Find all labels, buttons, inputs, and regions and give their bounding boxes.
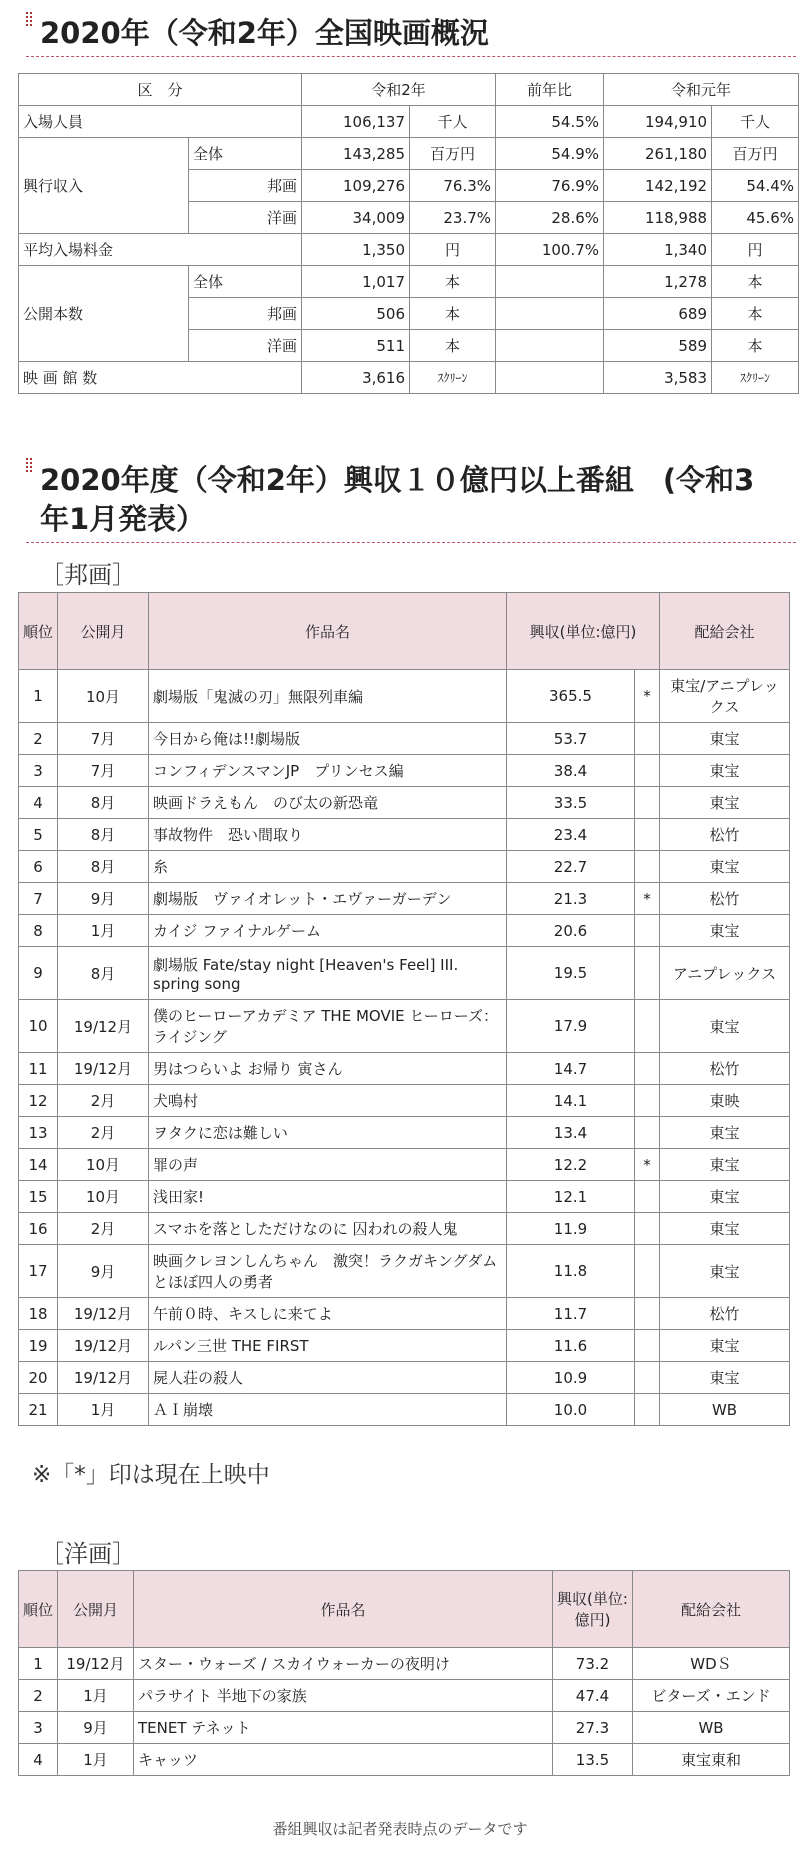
cell-month: 1月 — [58, 1680, 134, 1712]
cell-mark — [635, 1330, 660, 1362]
cell-month: 19/12月 — [58, 1298, 149, 1330]
dom-hdr-title: 作品名 — [149, 593, 507, 670]
cell-rank: 21 — [19, 1394, 58, 1426]
cell-title: スマホを落としただけなのに 囚われの殺人鬼 — [149, 1213, 507, 1245]
cell-month: 9月 — [58, 1712, 134, 1744]
cell-dist: 東宝 — [660, 787, 790, 819]
cell-title: ヲタクに恋は難しい — [149, 1117, 507, 1149]
cell-mark — [635, 947, 660, 1000]
table-row — [19, 915, 790, 947]
cell-month: 7月 — [58, 723, 149, 755]
cell-mark — [635, 1085, 660, 1117]
cell-mark — [635, 1362, 660, 1394]
cell-month: 10月 — [58, 1149, 149, 1181]
cell-dist: WDＳ — [633, 1648, 790, 1680]
cell-title: 午前０時、キスしに来てよ — [149, 1298, 507, 1330]
cell-rev: 11.7 — [507, 1298, 635, 1330]
cell-mark — [635, 851, 660, 883]
cell-mark — [635, 1053, 660, 1085]
row-theaters: 映 画 館 数 3,616 ｽｸﾘｰﾝ 3,583 ｽｸﾘｰﾝ — [19, 362, 799, 394]
cell-title: パラサイト 半地下の家族 — [134, 1680, 553, 1712]
cell-mark — [635, 1245, 660, 1298]
dom-hdr-month: 公開月 — [58, 593, 149, 670]
cell-dist: 東宝 — [660, 851, 790, 883]
table-row — [19, 819, 790, 851]
dom-hdr-rank: 順位 — [19, 593, 58, 670]
row-revenue-foreign: 洋画 34,009 23.7% 28.6% 118,988 45.6% — [19, 202, 799, 234]
table-row — [19, 883, 790, 915]
table-row — [19, 1085, 790, 1117]
cell-title: ＡＩ崩壊 — [149, 1394, 507, 1426]
domestic-label: ［邦画］ — [40, 561, 136, 589]
cell-month: 19/12月 — [58, 1000, 149, 1053]
cell-rev: 12.2 — [507, 1149, 635, 1181]
cell-rank: 2 — [19, 1680, 58, 1712]
cell-rank: 4 — [19, 1744, 58, 1776]
cell-dist: 東宝東和 — [633, 1744, 790, 1776]
cell-rev: 365.5 — [507, 670, 635, 723]
cell-dist: 東宝 — [660, 915, 790, 947]
cell-rev: 53.7 — [507, 723, 635, 755]
row-revenue-domestic: 邦画 109,276 76.3% 76.9% 142,192 54.4% — [19, 170, 799, 202]
table-row — [19, 1362, 790, 1394]
row-releases-total: 公開本数 全体 1,017 本 1,278 本 — [19, 266, 799, 298]
cell-rev: 23.4 — [507, 819, 635, 851]
table-row — [19, 1053, 790, 1085]
for-hdr-title: 作品名 — [134, 1571, 553, 1648]
cell-dist: 東宝 — [660, 755, 790, 787]
section2-divider — [26, 542, 796, 543]
cell-title: 事故物件 恐い間取り — [149, 819, 507, 851]
cell-rank: 20 — [19, 1362, 58, 1394]
cell-mark — [635, 1000, 660, 1053]
cell-mark — [635, 1298, 660, 1330]
row-revenue-total: 興行収入 全体 143,285 百万円 54.9% 261,180 百万円 — [19, 138, 799, 170]
cell-month: 19/12月 — [58, 1648, 134, 1680]
table-row — [19, 1181, 790, 1213]
cell-mark — [635, 1181, 660, 1213]
cell-title: 糸 — [149, 851, 507, 883]
cell-month: 8月 — [58, 947, 149, 1000]
domestic-table — [18, 592, 790, 1426]
cell-title: 劇場版 Fate/stay night [Heaven's Feel] III. spring song — [149, 947, 507, 1000]
cell-rev: 20.6 — [507, 915, 635, 947]
section1-title: 2020年（令和2年）全国映画概況 — [40, 16, 489, 50]
cell-month: 9月 — [58, 883, 149, 915]
table-row — [19, 947, 790, 1000]
footer-note: 番組興収は記者発表時点のデータです — [272, 1820, 528, 1838]
cell-mark: * — [635, 670, 660, 723]
cell-month: 19/12月 — [58, 1362, 149, 1394]
cell-month: 10月 — [58, 670, 149, 723]
cell-title: ルパン三世 THE FIRST — [149, 1330, 507, 1362]
row-releases-domestic: 邦画 506 本 689 本 — [19, 298, 799, 330]
cell-rank: 2 — [19, 723, 58, 755]
summary-table — [18, 73, 799, 394]
cell-title: 今日から俺は!!劇場版 — [149, 723, 507, 755]
cell-rev: 38.4 — [507, 755, 635, 787]
cell-dist: 東宝 — [660, 1000, 790, 1053]
table-row — [19, 1000, 790, 1053]
cell-title: 映画ドラえもん のび太の新恐竜 — [149, 787, 507, 819]
cell-title: 僕のヒーローアカデミア THE MOVIE ヒーローズ：ライジング — [149, 1000, 507, 1053]
cell-rev: 73.2 — [553, 1648, 633, 1680]
cell-month: 8月 — [58, 787, 149, 819]
cell-rev: 27.3 — [553, 1712, 633, 1744]
cell-month: 8月 — [58, 851, 149, 883]
cell-rev: 13.4 — [507, 1117, 635, 1149]
cell-dist: 東宝 — [660, 1330, 790, 1362]
cell-rank: 10 — [19, 1000, 58, 1053]
cell-rank: 19 — [19, 1330, 58, 1362]
cell-rank: 9 — [19, 947, 58, 1000]
cell-title: 罪の声 — [149, 1149, 507, 1181]
table-row — [19, 723, 790, 755]
cell-rank: 1 — [19, 670, 58, 723]
cell-rev: 10.9 — [507, 1362, 635, 1394]
for-hdr-month: 公開月 — [58, 1571, 134, 1648]
cell-month: 10月 — [58, 1181, 149, 1213]
cell-month: 19/12月 — [58, 1330, 149, 1362]
cell-dist: ビターズ・エンド — [633, 1680, 790, 1712]
dom-hdr-dist: 配給会社 — [660, 593, 790, 670]
dom-hdr-rev: 興収(単位:億円) — [507, 593, 660, 670]
cell-rank: 3 — [19, 755, 58, 787]
foreign-label: ［洋画］ — [40, 1540, 136, 1568]
cell-title: 男はつらいよ お帰り 寅さん — [149, 1053, 507, 1085]
cell-rank: 15 — [19, 1181, 58, 1213]
title-marker — [26, 12, 28, 26]
table-row — [19, 1213, 790, 1245]
cell-rank: 4 — [19, 787, 58, 819]
cell-month: 2月 — [58, 1085, 149, 1117]
foreign-table — [18, 1570, 790, 1776]
cell-mark — [635, 915, 660, 947]
cell-month: 1月 — [58, 915, 149, 947]
cell-rank: 3 — [19, 1712, 58, 1744]
cell-title: 犬鳴村 — [149, 1085, 507, 1117]
cell-rev: 10.0 — [507, 1394, 635, 1426]
cell-dist: 東宝/アニプレックス — [660, 670, 790, 723]
cell-rev: 33.5 — [507, 787, 635, 819]
table-row — [19, 1117, 790, 1149]
table-row — [19, 787, 790, 819]
cell-mark: * — [635, 883, 660, 915]
cell-rank: 6 — [19, 851, 58, 883]
cell-dist: 松竹 — [660, 883, 790, 915]
cell-mark: * — [635, 1149, 660, 1181]
cell-rev: 14.1 — [507, 1085, 635, 1117]
for-hdr-rank: 順位 — [19, 1571, 58, 1648]
table-row — [19, 1680, 790, 1712]
table-row — [19, 1298, 790, 1330]
for-hdr-dist: 配給会社 — [633, 1571, 790, 1648]
cell-rev: 21.3 — [507, 883, 635, 915]
cell-title: コンフィデンスマンJP プリンセス編 — [149, 755, 507, 787]
hdr-ratio: 前年比 — [496, 74, 604, 106]
table-row — [19, 851, 790, 883]
section1-divider — [26, 56, 796, 57]
cell-dist: 東映 — [660, 1085, 790, 1117]
cell-dist: 東宝 — [660, 1362, 790, 1394]
cell-month: 1月 — [58, 1394, 149, 1426]
cell-dist: 東宝 — [660, 1213, 790, 1245]
row-attendance: 入場人員 106,137 千人 54.5% 194,910 千人 — [19, 106, 799, 138]
cell-rank: 16 — [19, 1213, 58, 1245]
cell-title: TENET テネット — [134, 1712, 553, 1744]
showing-note: ※「*」印は現在上映中 — [32, 1462, 270, 1488]
cell-dist: 松竹 — [660, 1053, 790, 1085]
cell-month: 2月 — [58, 1117, 149, 1149]
cell-mark — [635, 723, 660, 755]
table-row — [19, 1394, 790, 1426]
table-row — [19, 1712, 790, 1744]
cell-dist: 東宝 — [660, 723, 790, 755]
cell-dist: WB — [633, 1712, 790, 1744]
table-row — [19, 755, 790, 787]
cell-rank: 14 — [19, 1149, 58, 1181]
table-row — [19, 670, 790, 723]
cell-dist: 東宝 — [660, 1117, 790, 1149]
cell-rev: 11.8 — [507, 1245, 635, 1298]
cell-title: キャッツ — [134, 1744, 553, 1776]
cell-title: 浅田家! — [149, 1181, 507, 1213]
cell-title: 映画クレヨンしんちゃん 激突！ラクガキングダムとほぼ四人の勇者 — [149, 1245, 507, 1298]
hdr-category: 区 分 — [19, 74, 302, 106]
row-avg-price: 平均入場料金 1,350 円 100.7% 1,340 円 — [19, 234, 799, 266]
section2-title: 2020年度（令和2年）興収１０億円以上番組 (令和3 年1月発表） — [40, 463, 755, 536]
cell-rank: 13 — [19, 1117, 58, 1149]
table-row — [19, 1330, 790, 1362]
cell-month: 7月 — [58, 755, 149, 787]
cell-mark — [635, 755, 660, 787]
cell-title: スター・ウォーズ / スカイウォーカーの夜明け — [134, 1648, 553, 1680]
table-row — [19, 1245, 790, 1298]
cell-month: 2月 — [58, 1213, 149, 1245]
cell-rank: 12 — [19, 1085, 58, 1117]
cell-rev: 14.7 — [507, 1053, 635, 1085]
cell-dist: 東宝 — [660, 1149, 790, 1181]
row-releases-foreign: 洋画 511 本 589 本 — [19, 330, 799, 362]
cell-mark — [635, 1394, 660, 1426]
cell-rank: 17 — [19, 1245, 58, 1298]
cell-title: カイジ ファイナルゲーム — [149, 915, 507, 947]
hdr-year: 令和2年 — [302, 74, 496, 106]
cell-title: 屍人荘の殺人 — [149, 1362, 507, 1394]
cell-rev: 11.9 — [507, 1213, 635, 1245]
cell-mark — [635, 1117, 660, 1149]
cell-mark — [635, 1213, 660, 1245]
cell-rev: 22.7 — [507, 851, 635, 883]
cell-rev: 12.1 — [507, 1181, 635, 1213]
cell-rev: 13.5 — [553, 1744, 633, 1776]
cell-rank: 7 — [19, 883, 58, 915]
cell-dist: 松竹 — [660, 819, 790, 851]
cell-dist: 東宝 — [660, 1245, 790, 1298]
cell-month: 19/12月 — [58, 1053, 149, 1085]
cell-rev: 19.5 — [507, 947, 635, 1000]
cell-title: 劇場版 ヴァイオレット・エヴァーガーデン — [149, 883, 507, 915]
table-row — [19, 1744, 790, 1776]
cell-rank: 8 — [19, 915, 58, 947]
cell-month: 1月 — [58, 1744, 134, 1776]
hdr-prev-year: 令和元年 — [604, 74, 799, 106]
cell-rev: 17.9 — [507, 1000, 635, 1053]
cell-mark — [635, 819, 660, 851]
cell-title: 劇場版「鬼滅の刃」無限列車編 — [149, 670, 507, 723]
cell-rev: 47.4 — [553, 1680, 633, 1712]
cell-rank: 1 — [19, 1648, 58, 1680]
cell-rank: 18 — [19, 1298, 58, 1330]
cell-dist: WB — [660, 1394, 790, 1426]
cell-dist: 東宝 — [660, 1181, 790, 1213]
title-marker-2 — [26, 458, 28, 472]
cell-rev: 11.6 — [507, 1330, 635, 1362]
cell-dist: 松竹 — [660, 1298, 790, 1330]
table-row — [19, 1648, 790, 1680]
cell-dist: アニプレックス — [660, 947, 790, 1000]
cell-month: 9月 — [58, 1245, 149, 1298]
cell-rank: 5 — [19, 819, 58, 851]
cell-month: 8月 — [58, 819, 149, 851]
cell-mark — [635, 787, 660, 819]
cell-rank: 11 — [19, 1053, 58, 1085]
table-row — [19, 1149, 790, 1181]
for-hdr-rev: 興収(単位:億円) — [553, 1571, 633, 1648]
